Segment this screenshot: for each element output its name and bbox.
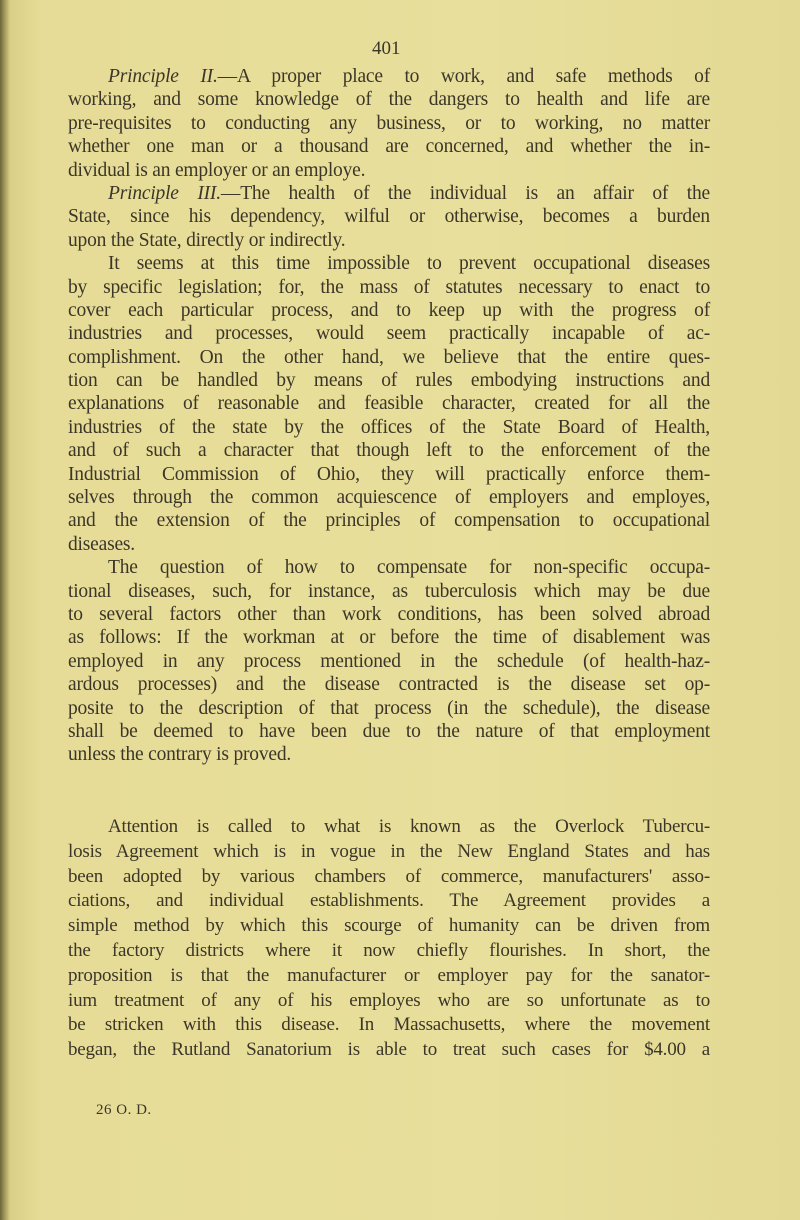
text-line: [68, 720, 710, 743]
text-line: [68, 865, 710, 890]
line-text: dividual is an employer or an employe.: [68, 159, 366, 181]
text-line: [68, 580, 710, 603]
line-text: upon the State, directly or indirectly.: [68, 229, 346, 251]
text-line: [68, 533, 710, 556]
line-text: pre-requisites to conducting any business, or to working, no matter: [68, 112, 710, 134]
text-line: [68, 135, 710, 158]
line-text: —A proper place to work, and safe methods of: [217, 66, 710, 87]
line-text: ciations, and individual establishments. The Agreement provides a: [68, 890, 710, 912]
text-line: [68, 486, 710, 509]
line-text: shall be deemed to have been due to the nature of that employment: [68, 720, 710, 742]
line-text: proposition is that the manufacturer or employer pay for the sanator-: [68, 964, 710, 986]
text-line: [68, 989, 710, 1014]
principle-label: Principle II.: [108, 66, 218, 87]
text-line: [68, 626, 710, 649]
line-text: the factory districts where it now chiefly flourishes. In short, the: [68, 939, 710, 961]
line-text: whether one man or a thousand are concerned, and whether the in-: [68, 136, 710, 158]
line-text: complishment. On the other hand, we believe that the entire ques-: [68, 346, 710, 368]
line-text: selves through the common acquiescence of employers and employes,: [68, 487, 710, 509]
text-section-principles: [68, 65, 710, 767]
line-text: by specific legislation; for, the mass of statutes necessary to enact to: [68, 276, 710, 298]
line-text: simple method by which this scourge of humanity can be driven from: [68, 915, 710, 937]
text-line: [68, 697, 710, 720]
line-text: ardous processes) and the disease contracted is the disease set op-: [68, 674, 710, 696]
line-text: working, and some knowledge of the dangers to health and life are: [68, 89, 710, 111]
line-text: be stricken with this disease. In Massachusetts, where the movement: [68, 1014, 710, 1036]
line-text: tion can be handled by means of rules embodying instructions and: [68, 370, 710, 392]
text-line: [68, 346, 710, 369]
line-text: ium treatment of any of his employes who are so unfortunate as to: [68, 989, 710, 1011]
principle-label: Principle III.: [108, 182, 221, 204]
line-text: The question of how to compensate for non-specific occupa-: [108, 557, 710, 579]
text-line: [68, 914, 710, 939]
line-text: Industrial Commission of Ohio, they will practically enforce them-: [68, 463, 710, 485]
line-text: explanations of reasonable and feasible character, created for all the: [68, 393, 710, 415]
line-text: employed in any process mentioned in the schedule (of health-haz-: [68, 650, 710, 672]
text-line: [68, 939, 710, 964]
text-line: [68, 416, 710, 439]
text-line: [68, 369, 710, 392]
text-line: [68, 650, 710, 673]
line-text: It seems at this time impossible to prevent occupational diseases: [108, 253, 710, 275]
text-line: [68, 392, 710, 415]
text-line: [68, 509, 710, 532]
line-text: —The health of the individual is an affair of the: [220, 182, 711, 204]
text-line: [68, 205, 710, 228]
text-line: [68, 556, 710, 579]
text-line: [68, 964, 710, 989]
text-line: [68, 252, 710, 275]
text-line: [68, 673, 710, 696]
line-text: been adopted by various chambers of commerce, manufacturers' asso-: [68, 865, 710, 887]
text-section-overlock-agreement: [68, 815, 710, 1063]
text-line: [68, 603, 710, 626]
line-text: unless the contrary is proved.: [68, 744, 292, 766]
line-text: as follows: If the workman at or before the time of disablement was: [68, 627, 710, 649]
line-text: and the extension of the principles of compensation to occupational: [68, 510, 710, 532]
line-text: Attention is called to what is known as the Overlock Tubercu-: [108, 816, 710, 837]
line-text: industries of the state by the offices of the State Board of Health,: [68, 416, 710, 438]
line-text: State, since his dependency, wilful or otherwise, becomes a burden: [68, 206, 710, 228]
text-line: [68, 1013, 710, 1038]
text-line: [68, 439, 710, 462]
line-text: posite to the description of that process (in the schedule), the disease: [68, 697, 710, 719]
line-text: began, the Rutland Sanatorium is able to treat such cases for $4.00 a: [68, 1039, 710, 1061]
line-text: cover each particular process, and to keep up with the progress of: [68, 299, 710, 321]
line-text: losis Agreement which is in vogue in the New England States and has: [68, 840, 710, 862]
text-line: [68, 1038, 710, 1063]
line-text: diseases.: [68, 533, 135, 555]
line-text: to several factors other than work conditions, has been solved abroad: [68, 603, 710, 625]
text-line: [68, 299, 710, 322]
line-text: industries and processes, would seem practically incapable of ac-: [68, 323, 710, 345]
text-line: [68, 65, 710, 88]
signature-mark: 26 O. D.: [96, 1102, 152, 1118]
text-line: [68, 840, 710, 865]
text-line: [68, 815, 710, 840]
text-line: [68, 159, 710, 182]
text-line: [68, 322, 710, 345]
text-line: [68, 889, 710, 914]
text-line: [68, 743, 710, 766]
text-line: [68, 88, 710, 111]
text-line: [68, 276, 710, 299]
text-line: [68, 229, 710, 252]
text-line: [68, 182, 710, 205]
line-text: tional diseases, such, for instance, as tuberculosis which may be due: [68, 580, 710, 602]
line-text: and of such a character that though left to the enforcement of the: [68, 440, 710, 462]
page-number: 401: [372, 38, 401, 59]
text-line: [68, 463, 710, 486]
text-line: [68, 112, 710, 135]
